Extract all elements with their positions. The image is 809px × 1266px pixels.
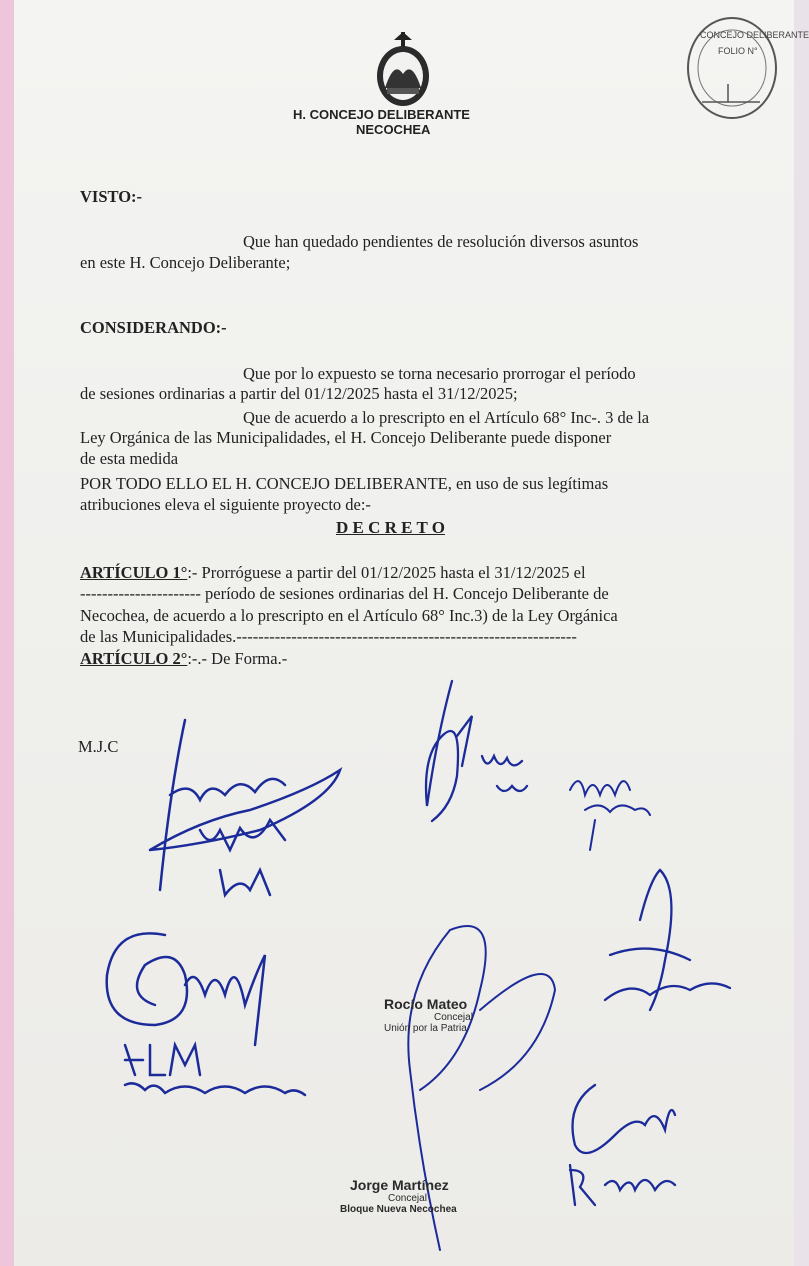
signature-valiante: [140, 700, 360, 900]
stamp-bloc-1: Unión por la Patria: [384, 1023, 467, 1034]
municipal-crest-logo: [372, 30, 434, 110]
article-1-line-2: ---------------------- período de sesiones ordinarias del H. Concejo Deliberante de: [80, 584, 609, 603]
initials: M.J.C: [78, 737, 119, 756]
article-1-line-1: [80, 563, 586, 583]
considerando-line-4: Ley Orgánica de las Municipalidades, el H. Concejo Deliberante puede disponer: [80, 428, 612, 447]
considerando-heading: CONSIDERANDO:-: [80, 318, 227, 337]
decreto-title: D E C R E T O: [336, 518, 445, 537]
stamp-role-1: Concejal: [434, 1012, 473, 1023]
institution-name: H. CONCEJO DELIBERANTE: [293, 107, 470, 122]
city-name: NECOCHEA: [356, 122, 431, 137]
article-1-label: ARTÍCULO 1°: [80, 563, 188, 582]
stamp-name-1: Rocío Mateo: [384, 996, 468, 1012]
signature-kelle: [555, 1075, 695, 1215]
visto-line-1: Que han quedado pendientes de resolución diversos asuntos: [243, 232, 639, 251]
signature-adivarebiaz: [590, 860, 740, 1020]
considerando-line-1: Que por lo expuesto se torna necesario prorrogar el período: [243, 364, 636, 383]
signature-almada: [95, 915, 335, 1105]
signature-right-top: [555, 750, 665, 850]
considerando-line-5: de esta medida: [80, 449, 179, 468]
article-1-line-4: de las Municipalidades.--------------------------------------------------------------: [80, 627, 577, 646]
considerando-line-3: Que de acuerdo a lo prescripto en el Artículo 68° Inc-. 3 de la: [243, 408, 650, 427]
stamp-rocio-mateo: [384, 996, 504, 1034]
pink-background-edge: [0, 0, 14, 1266]
stamp-role-2: Concejal: [388, 1193, 427, 1204]
visto-heading: VISTO:-: [80, 187, 143, 206]
article-2-label: ARTÍCULO 2°: [80, 649, 188, 668]
article-2-text: :-.- De Forma.-: [187, 649, 288, 668]
considerando-line-6: POR TODO ELLO EL H. CONCEJO DELIBERANTE, en uso de sus legítimas: [80, 474, 609, 493]
considerando-line-2: de sesiones ordinarias a partir del 01/12/2025 hasta el 31/12/2025;: [80, 384, 518, 403]
folio-stamp-top: CONCEJO DELIBERANTE: [700, 30, 809, 40]
stamp-name-2: Jorge Martínez: [350, 1177, 449, 1193]
signature-center-top: [412, 676, 542, 826]
stamp-bloc-2: Bloque Nueva Necochea: [340, 1204, 457, 1215]
folio-stamp-label: FOLIO N°: [718, 46, 758, 56]
considerando-line-7: atribuciones eleva el siguiente proyecto de:-: [80, 495, 371, 514]
stamp-jorge-martinez: [340, 1177, 500, 1215]
article-2-line: [80, 649, 287, 669]
article-1-line-3: Necochea, de acuerdo a lo prescripto en el Artículo 68° Inc.3) de la Ley Orgánica: [80, 606, 618, 625]
article-1-text-1: :- Prorróguese a partir del 01/12/2025 hasta el 31/12/2025 el: [187, 563, 586, 582]
visto-line-2: en este H. Concejo Deliberante;: [80, 253, 291, 272]
